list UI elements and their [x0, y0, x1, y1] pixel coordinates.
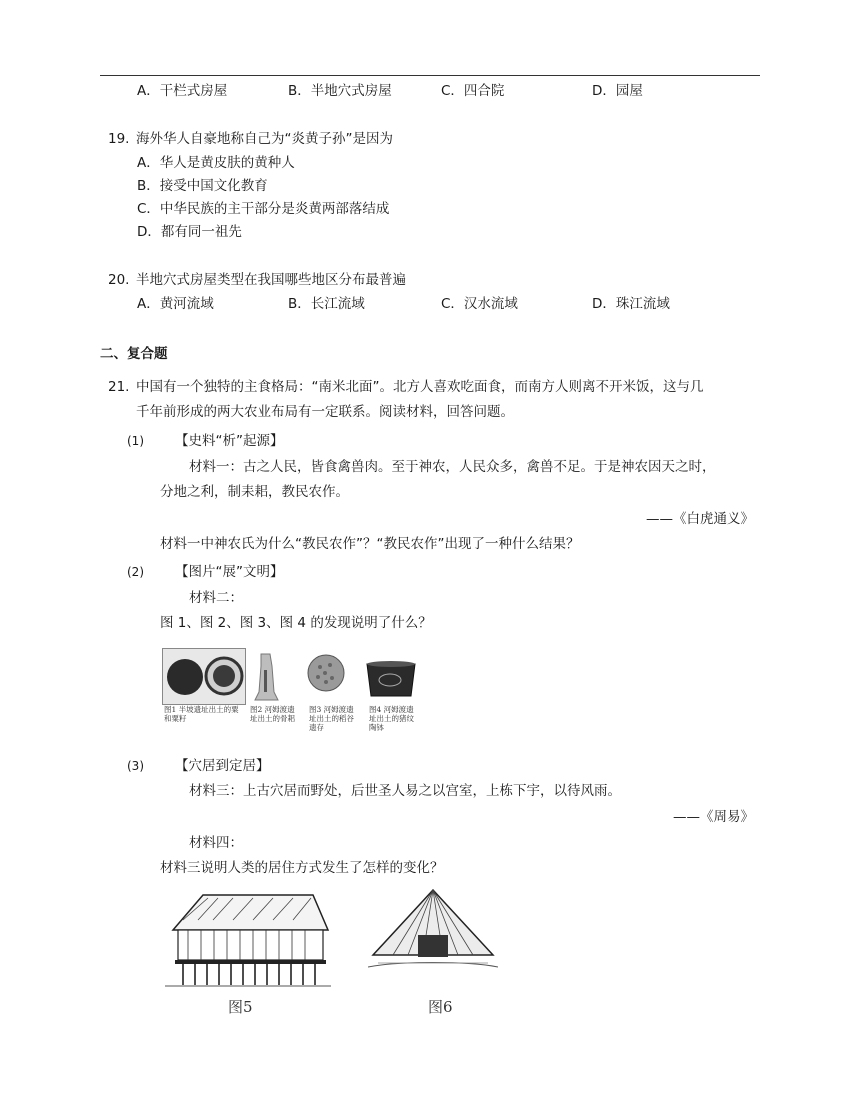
figure3-caption: 图3 河姆渡遗址出土的稻谷遗存 [309, 705, 354, 732]
figure5-stilt-house-drawing [163, 890, 333, 990]
part1-source: ——《白虎通义》 [646, 511, 754, 527]
figure6-label: 图6 [428, 998, 453, 1016]
part1-question: 材料一中神农氏为什么“教民农作”？“教民农作”出现了一种什么结果？ [160, 536, 580, 552]
q18-option-d: D．园屋 [592, 83, 643, 99]
figure2-caption: 图2 河姆渡遗址出土的骨耜 [250, 705, 295, 723]
q19-option-a: A．华人是黄皮肤的黄种人 [137, 155, 295, 171]
section-title: 二、复合题 [100, 346, 168, 362]
figure6-semi-subterranean-house-drawing [368, 885, 498, 985]
figure4-pig-pottery-photo [365, 660, 417, 700]
q20-stem: 半地穴式房屋类型在我国哪些地区分布最普遍 [136, 272, 406, 288]
part3-question: 材料三说明人类的居住方式发生了怎样的变化？ [160, 860, 444, 876]
q21-stem-line1: 中国有一个独特的主食格局：“南米北面”。北方人喜欢吃面食，而南方人则离不开米饭，这与几 [136, 379, 704, 395]
figure3-rice-grain-photo [306, 653, 346, 693]
q19-option-d: D．都有同一祖先 [137, 224, 242, 240]
part3-material4-label: 材料四： [189, 835, 243, 851]
part2-question: 图 1、图 2、图 3、图 4 的发现说明了什么？ [160, 615, 432, 631]
part2-heading: 【图片“展”文明】 [175, 564, 284, 580]
q20-option-c: C．汉水流域 [441, 296, 518, 312]
q19-number: 19. [108, 131, 130, 147]
q18-option-a: A．干栏式房屋 [137, 83, 228, 99]
q20-option-b: B．长江流域 [288, 296, 365, 312]
q21-number: 21. [108, 379, 130, 395]
figure5-label: 图5 [228, 998, 253, 1016]
part2-material-label: 材料二： [189, 590, 243, 606]
q20-option-d: D．珠江流域 [592, 296, 670, 312]
part3-material3: 材料三：上古穴居而野处，后世圣人易之以宫室，上栋下宇，以待风雨。 [189, 783, 621, 799]
part3-source: ——《周易》 [673, 809, 754, 825]
q20-option-a: A．黄河流域 [137, 296, 214, 312]
q20-number: 20. [108, 272, 130, 288]
q18-option-b: B．半地穴式房屋 [288, 83, 392, 99]
part1-material-line1: 材料一：古之人民，皆食禽兽肉。至于神农，人民众多，禽兽不足。于是神农因天之时， [189, 459, 716, 475]
part3-number: (3) [127, 759, 144, 773]
part1-number: (1) [127, 434, 144, 448]
q21-stem-line2: 千年前形成的两大农业布局有一定联系。阅读材料，回答问题。 [136, 404, 514, 420]
q19-stem: 海外华人自豪地称自己为“炎黄子孙”是因为 [136, 131, 393, 147]
part1-material-line2: 分地之利，制耒耜，教民农作。 [160, 484, 349, 500]
q19-option-c: C．中华民族的主干部分是炎黄两部落结成 [137, 201, 390, 217]
figure1-millet-photo [162, 648, 246, 705]
top-rule [100, 75, 760, 76]
part1-heading: 【史料“析”起源】 [175, 433, 284, 449]
part2-number: (2) [127, 565, 144, 579]
figure2-bone-spade-photo [252, 652, 280, 702]
q18-option-c: C．四合院 [441, 83, 505, 99]
part3-heading: 【穴居到定居】 [175, 758, 270, 774]
figure1-caption: 图1 半坡遗址出土的粟和粟籽 [164, 705, 239, 723]
figure4-caption: 图4 河姆渡遗址出土的猪纹陶钵 [369, 705, 414, 732]
q19-option-b: B．接受中国文化教育 [137, 178, 268, 194]
